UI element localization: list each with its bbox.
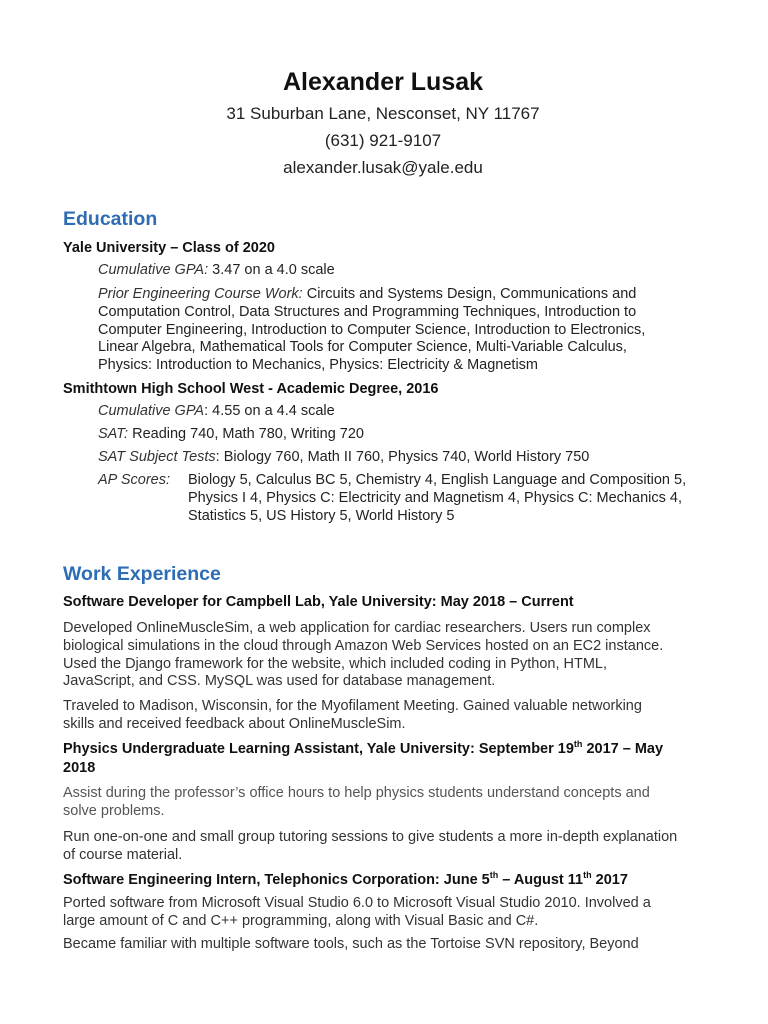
hs-sat: [98, 426, 713, 444]
ap-scores: [98, 472, 718, 524]
job3-heading: [63, 871, 713, 890]
section-title-work: Work Experience: [63, 563, 221, 585]
job2-heading-part: 2018: [63, 760, 96, 776]
yale-gpa-label: Cumulative GPA:: [98, 262, 209, 278]
sat-label: SAT:: [98, 426, 129, 442]
desc-line: Developed OnlineMuscleSim, a web application for cardiac researchers. Users run complex: [63, 620, 651, 636]
desc-line: Assist during the professor’s office hours to help physics students understand concepts and: [63, 785, 650, 801]
coursework-line: Physics: Introduction to Mechanics, Physics: Electricity & Magnetism: [98, 357, 538, 374]
desc-line: biological simulations in the cloud through Amazon Web Services hosted on an EC2 instance.: [63, 637, 664, 654]
desc-line: of course material.: [63, 846, 183, 863]
job2-heading-part: Physics Undergraduate Learning Assistant, Yale University: September 19: [63, 741, 574, 757]
ap-label: AP Scores:: [98, 472, 170, 488]
job2-heading: [63, 740, 713, 778]
coursework-label: Prior Engineering Course Work:: [98, 286, 303, 302]
job3-heading-part: 2017: [591, 872, 628, 888]
desc-line: Ported software from Microsoft Visual Studio 6.0 to Microsoft Visual Studio 2010. Involved a: [63, 895, 651, 911]
job1-desc-2: [63, 698, 713, 734]
hs-gpa-label: Cumulative GPA: [98, 403, 205, 419]
ordinal-suffix: th: [583, 870, 592, 881]
ap-line: Statistics 5, US History 5, World History 5: [188, 507, 455, 524]
resume-name: Alexander Lusak: [282, 68, 484, 96]
ap-line: Physics I 4, Physics C: Electricity and Magnetism 4, Physics C: Mechanics 4,: [188, 489, 682, 506]
sat-subject-value: : Biology 760, Math II 760, Physics 740, World History 750: [215, 449, 590, 465]
job3-heading-part: Software Engineering Intern, Telephonics Corporation: June 5: [63, 872, 490, 888]
job3-heading-part: – August 11: [498, 872, 584, 888]
job2-desc-2: [63, 829, 713, 865]
ap-line: Biology 5, Calculus BC 5, Chemistry 4, English Language and Composition 5,: [188, 472, 687, 488]
coursework-line: Circuits and Systems Design, Communications and: [302, 286, 637, 302]
yale-gpa-value: 3.47 on a 4.0 scale: [208, 262, 335, 278]
desc-line: solve problems.: [63, 802, 165, 819]
yale-coursework: [98, 286, 713, 375]
desc-line: JavaScript, and CSS. MySQL was used for database management.: [63, 673, 496, 690]
coursework-line: Linear Algebra, Mathematical Tools for Computer Science, Multi-Variable Calculus,: [98, 339, 627, 356]
address: 31 Suburban Lane, Nesconset, NY 11767: [226, 104, 540, 123]
job3-desc-2: [63, 936, 713, 954]
job3-desc-1: [63, 895, 713, 931]
hs-sat-subject: [98, 449, 713, 467]
job1-desc-1: [63, 620, 713, 691]
hs-gpa-value: : 4.55 on a 4.4 scale: [204, 403, 335, 419]
highschool-heading: Smithtown High School West - Academic Degree, 2016: [63, 381, 439, 397]
job2-heading-part: 2017 – May: [582, 741, 664, 757]
coursework-line: Computation Control, Data Structures and Programming Techniques, Introduction to: [98, 303, 637, 320]
desc-line: Used the Django framework for the website, which included coding in Python, HTML,: [63, 655, 608, 672]
ordinal-suffix: th: [573, 739, 583, 750]
desc-line: Became familiar with multiple software tools, such as the Tortoise SVN repository, Beyond: [63, 936, 639, 952]
job2-desc-1: [63, 785, 713, 821]
coursework-line: Computer Engineering, Introduction to Computer Science, Introduction to Electronics,: [98, 321, 646, 338]
section-title-education: Education: [63, 208, 158, 230]
sat-subject-label: SAT Subject Tests: [98, 449, 216, 465]
sat-value: Reading 740, Math 780, Writing 720: [128, 426, 364, 442]
phone: (631) 921-9107: [324, 131, 442, 150]
yale-heading: Yale University – Class of 2020: [63, 240, 275, 256]
desc-line: Run one-on-one and small group tutoring sessions to give students a more in-depth explanation: [63, 829, 678, 845]
yale-gpa: [98, 262, 713, 280]
ordinal-suffix: th: [489, 870, 499, 881]
hs-gpa: [98, 403, 713, 421]
desc-line: large amount of C and C++ programming, along with Visual Basic and C#.: [63, 912, 539, 929]
desc-line: Traveled to Madison, Wisconsin, for the Myofilament Meeting. Gained valuable networking: [63, 698, 642, 714]
job1-heading: Software Developer for Campbell Lab, Yale University: May 2018 – Current: [63, 594, 574, 610]
email: alexander.lusak@yale.edu: [283, 158, 483, 177]
desc-line: skills and received feedback about OnlineMuscleSim.: [63, 715, 406, 732]
